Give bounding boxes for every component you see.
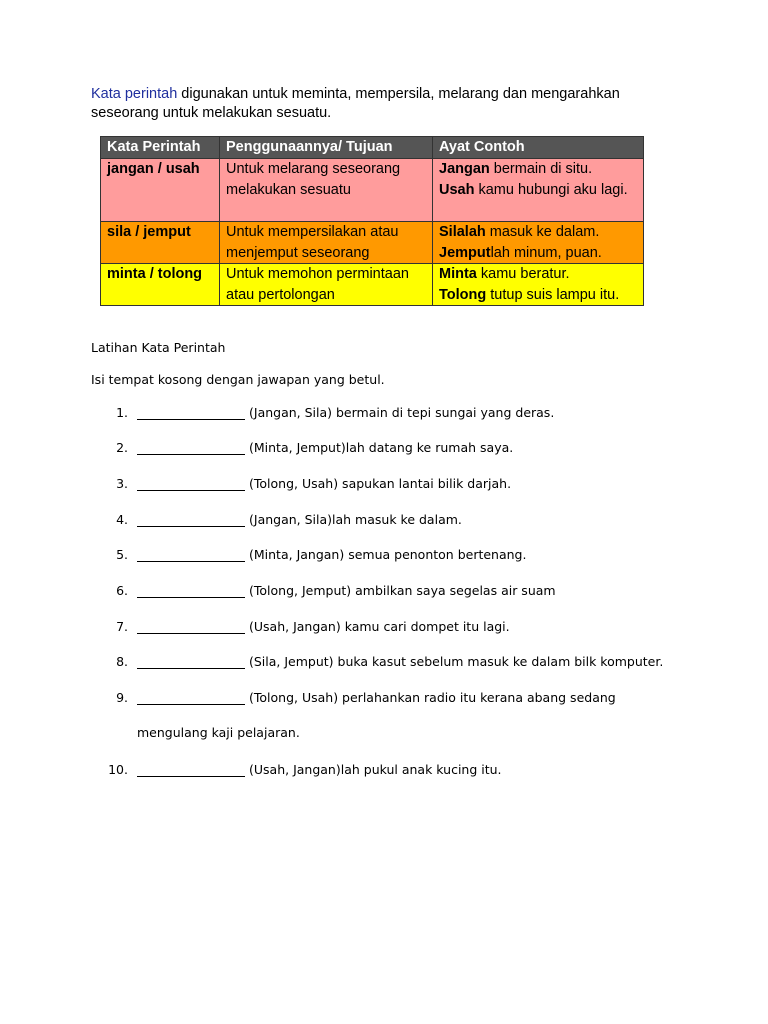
- cell-contoh: [433, 264, 644, 306]
- header-kata-perintah: Kata Perintah: [101, 137, 220, 159]
- answer-blank[interactable]: [137, 583, 245, 598]
- cell-kata: minta / tolong: [101, 264, 220, 306]
- question-number: 6.: [116, 583, 128, 598]
- question-text: (Sila, Jemput) buka kasut sebelum masuk ke dalam bilk komputer.: [249, 654, 664, 669]
- answer-blank[interactable]: [137, 405, 245, 420]
- answer-blank[interactable]: [137, 512, 245, 527]
- example-sentence: Jangan bermain di situ.: [439, 161, 593, 177]
- header-ayat-contoh: Ayat Contoh: [433, 137, 644, 159]
- question-continuation: mengulang kaji pelajaran.: [137, 725, 300, 740]
- question-text: (Minta, Jemput)lah datang ke rumah saya.: [249, 440, 514, 455]
- question-number: 1.: [116, 405, 128, 420]
- cell-kata: jangan / usah: [101, 159, 220, 222]
- answer-blank[interactable]: [137, 476, 245, 491]
- answer-blank[interactable]: [137, 547, 245, 562]
- question-number: 3.: [116, 476, 128, 491]
- table-row: [101, 222, 644, 264]
- cell-contoh: [433, 222, 644, 264]
- cell-kata: sila / jemput: [101, 222, 220, 264]
- cell-tujuan: Untuk mempersilakan atau menjemput seseorang: [220, 222, 433, 264]
- question-text: (Tolong, Usah) perlahankan radio itu kerana abang sedang: [249, 690, 616, 705]
- exercise-instruction: Isi tempat kosong dengan jawapan yang betul.: [91, 372, 385, 387]
- table-header-row: [101, 137, 644, 159]
- question-text: (Tolong, Usah) sapukan lantai bilik darjah.: [249, 476, 512, 491]
- cell-tujuan: Untuk memohon permintaan atau pertolongan: [220, 264, 433, 306]
- intro-line2: seseorang untuk melakukan sesuatu.: [91, 105, 332, 121]
- question-number: 8.: [116, 654, 128, 669]
- answer-blank[interactable]: [137, 762, 245, 777]
- answer-blank[interactable]: [137, 690, 245, 705]
- answer-blank[interactable]: [137, 440, 245, 455]
- question-text: (Jangan, Sila)lah masuk ke dalam.: [249, 512, 462, 527]
- intro-paragraph: [91, 85, 691, 123]
- example-sentence: Usah kamu hubungi aku lagi.: [439, 181, 628, 198]
- intro-highlight: Kata perintah: [91, 86, 178, 102]
- header-tujuan: Penggunaannya/ Tujuan: [220, 137, 433, 159]
- cell-tujuan: Untuk melarang seseorang melakukan sesuatu: [220, 159, 433, 222]
- question-text: (Usah, Jangan) kamu cari dompet itu lagi.: [249, 619, 510, 634]
- kata-perintah-table: [100, 136, 644, 306]
- answer-blank[interactable]: [137, 619, 245, 634]
- exercise-title: Latihan Kata Perintah: [91, 340, 226, 355]
- intro-line1: digunakan untuk meminta, mempersila, melarang dan mengarahkan: [177, 86, 620, 102]
- example-sentence: Silalah masuk ke dalam.: [439, 224, 600, 240]
- table-row: [101, 159, 644, 222]
- question-text: (Jangan, Sila) bermain di tepi sungai yang deras.: [249, 405, 555, 420]
- question-number: 2.: [116, 440, 128, 455]
- question-number: 10.: [108, 762, 128, 777]
- cell-contoh: [433, 159, 644, 222]
- table-row: [101, 264, 644, 306]
- question-number: 7.: [116, 619, 128, 634]
- question-text: (Usah, Jangan)lah pukul anak kucing itu.: [249, 762, 502, 777]
- question-number: 4.: [116, 512, 128, 527]
- question-text: (Minta, Jangan) semua penonton bertenang.: [249, 547, 527, 562]
- answer-blank[interactable]: [137, 654, 245, 669]
- question-number: 5.: [116, 547, 128, 562]
- example-sentence: Jemputlah minum, puan.: [439, 244, 602, 261]
- question-number: 9.: [116, 690, 128, 705]
- example-sentence: Minta kamu beratur.: [439, 266, 570, 282]
- example-sentence: Tolong tutup suis lampu itu.: [439, 286, 620, 303]
- question-text: (Tolong, Jemput) ambilkan saya segelas air suam: [249, 583, 556, 598]
